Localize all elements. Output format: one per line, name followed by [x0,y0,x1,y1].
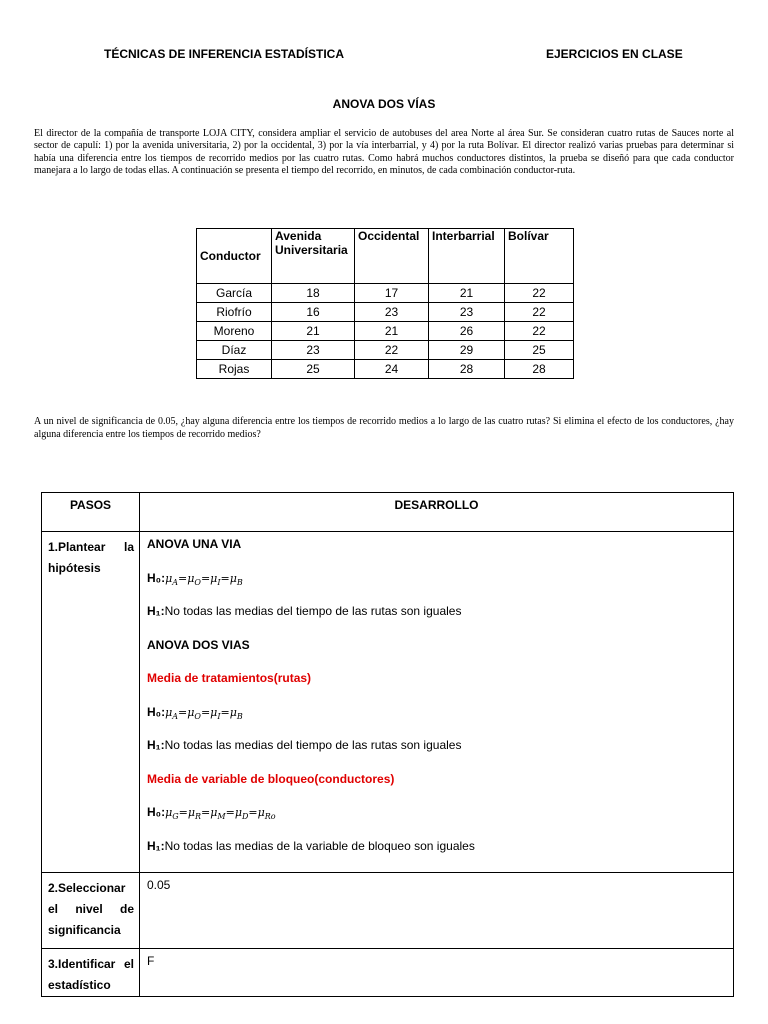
table-cell: Díaz [197,341,272,360]
column-header: Avenida Universitaria [272,229,355,284]
header-section-label: EJERCICIOS EN CLASE [546,47,683,61]
table-cell: 25 [272,360,355,379]
block-means-heading: Media de variable de bloqueo(conductores) [147,771,395,786]
treatment-means-heading: Media de tratamientos(rutas) [147,671,312,685]
step-label: 1.Plantear la hipótesis [42,532,140,873]
h1-text: No todas las medias del tiempo de las rutas son iguales [164,604,462,618]
table-row [197,360,574,379]
h0-formula: $\mu_A=\mu_O=\mu_I=\mu_B$ [165,571,243,587]
h0-routes-una [147,571,727,605]
step-row-3 [42,949,734,997]
step-value: 0.05 [140,873,734,949]
table-cell: 23 [355,303,429,322]
question-text: A un nivel de significancia de 0.05, ¿hay alguna diferencia entre los tiempos de recorrido medios a lo largo de las cuatro rutas? Si elimina el efecto de los conductores, ¿hay alguna diferencia entre los tiempos de recorrido medios? [34,416,734,440]
step-value: F [140,949,734,997]
h1-label: H₁: [147,604,165,618]
anova-dos-heading: ANOVA DOS VIAS [147,637,250,652]
table-cell: 29 [429,341,505,360]
table-cell: 23 [272,341,355,360]
anova-una-heading: ANOVA UNA VIA [147,537,242,551]
table-cell: 22 [355,341,429,360]
table-cell: 22 [505,284,574,303]
h0-formula: $\mu_G=\mu_R=\mu_M=\mu_D=\mu_{Ro}$ [165,806,276,822]
table-cell: 17 [355,284,429,303]
table-cell: Moreno [197,322,272,341]
table-cell: 26 [429,322,505,341]
step-label: 2.Seleccionar el nivel de significancia [42,873,140,949]
table-cell: 28 [429,360,505,379]
column-header: Conductor [197,229,272,284]
h1-label: H₁: [147,738,165,752]
h0-label: H₀: [147,570,166,585]
h0-formula: $\mu_A=\mu_O=\mu_I=\mu_B$ [165,705,243,721]
step-row-1 [42,532,734,873]
travel-time-table [196,228,574,379]
h1-text: No todas las medias de la variable de bloqueo son iguales [164,838,475,853]
table-cell: 22 [505,322,574,341]
table-cell: García [197,284,272,303]
table-cell: 24 [355,360,429,379]
page-title: ANOVA DOS VÍAS [332,97,436,111]
table-cell: 23 [429,303,505,322]
pasos-header: PASOS [42,493,140,532]
h1-text: No todas las medias del tiempo de las rutas son iguales [164,738,462,752]
table-cell: 16 [272,303,355,322]
table-row [197,322,574,341]
h0-block [147,805,727,839]
column-header: Occidental [355,229,429,284]
table-cell: 21 [355,322,429,341]
h1-routes-dos [147,738,727,772]
table-cell: 25 [505,341,574,360]
table-cell: 21 [429,284,505,303]
problem-statement: El director de la compañía de transporte LOJA CITY, considera ampliar el servicio de autobuses del area Norte al área Sur. Se consideran cuatro rutas de Sauces norte al sector de capulí: 1) por la avenida universitaria, 2) por la occidental, 3) por la vía interbarrial, y 4) por la ruta Bolívar. El director realizó varias pruebas para determinar si había una diferencia entre los tiempos de recorrido medios por las cuatro rutas. Como habrá muchos conductores distintos, la prueba se diseñó para que cada conductor manejara a lo largo de todas ellas. A continuación se presenta el tiempo del recorrido, en minutos, de cada combinación conductor-ruta. [34,128,734,177]
table-row [197,303,574,322]
table-cell: 22 [505,303,574,322]
column-header: Interbarrial [429,229,505,284]
table-row [197,341,574,360]
table-row [197,284,574,303]
column-header: Bolívar [505,229,574,284]
desarrollo-header: DESARROLLO [140,493,734,532]
step-row-2 [42,873,734,949]
table-cell: Riofrío [197,303,272,322]
h1-routes-una [147,604,727,638]
step-label: 3.Identificar el estadístico [42,949,140,997]
steps-header-row [42,493,734,532]
table-header-row [197,229,574,284]
h1-block [147,839,727,873]
table-cell: Rojas [197,360,272,379]
h0-routes-dos [147,705,727,739]
step-development [140,532,734,873]
table-cell: 28 [505,360,574,379]
h1-label: H₁: [147,838,165,853]
table-cell: 18 [272,284,355,303]
header-course-title: TÉCNICAS DE INFERENCIA ESTADÍSTICA [104,47,345,61]
h0-label: H₀: [147,704,166,719]
h0-label: H₀: [147,805,166,819]
steps-table [41,492,734,997]
table-cell: 21 [272,322,355,341]
